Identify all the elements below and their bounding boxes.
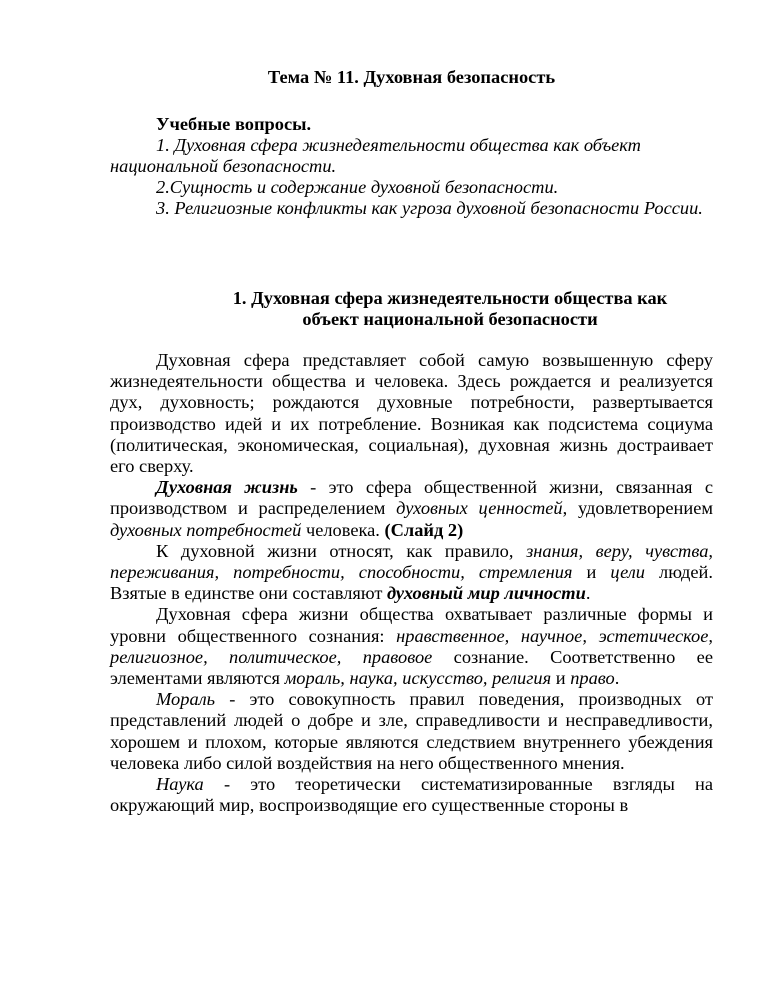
paragraph-5-text: - это совокупность правил поведения, производных от представлений людей о добре и зле, справедливости и несправедливости, хорошем и плохом, которые являются следствием внутреннего убеждения человека либо силой воздействия на него общественного мнения. (110, 689, 713, 773)
paragraph-4-text-3: и (551, 668, 571, 689)
section-heading-line-2: объект национальной безопасности (302, 309, 598, 330)
paragraph-5 (110, 689, 713, 774)
paragraph-3-text-4: . (585, 583, 591, 604)
paragraph-3 (110, 541, 713, 605)
paragraph-4-text-4: . (614, 668, 620, 689)
paragraph-2-text-2: , удовлетворением (562, 498, 714, 519)
paragraph-3-italic-1: знания, веру, чувства, переживания, потребности, способности, стремления (110, 540, 713, 583)
paragraph-4-text-1: Духовная сфера жизни общества охватывает различные формы и уровни общественного сознания: (110, 604, 713, 646)
section-heading (170, 288, 730, 330)
paragraph-2-text-1: - это сфера общественной жизни, связанная с производством и распределением (110, 477, 713, 519)
paragraph-6 (110, 774, 713, 816)
paragraph-2 (110, 477, 713, 541)
term-science: Наука (156, 774, 204, 795)
slide-reference: (Слайд 2) (384, 519, 464, 540)
page-title: Тема № 11. Духовная безопасность (267, 67, 556, 87)
paragraph-6-text: - это теоретически систематизированные взгляды на окружающий мир, воспроизводящие его существенные стороны в (110, 774, 713, 816)
term-morality: Мораль (156, 689, 216, 710)
paragraph-2-italic-1: духовных ценностей (396, 498, 563, 519)
paragraph-3-italic-2: цели (610, 562, 645, 583)
body-text (110, 350, 713, 816)
question-2: 2.Сущность и содержание духовной безопасности. (156, 177, 559, 197)
term-spiritual-world: духовный мир личности (387, 583, 586, 604)
paragraph-3-text-3: людей. Взятые в единстве они составляют (110, 562, 713, 604)
questions-heading: Учебные вопросы. (156, 114, 312, 134)
question-1: 1. Духовная сфера жизнедеятельности общества как объект национальной безопасности. (110, 135, 641, 177)
section-heading-line-1: 1. Духовная сфера жизнедеятельности общества как (232, 288, 668, 308)
paragraph-4-italic-1: нравственное, научное, эстетическое, религиозное, политическое, правовое (110, 625, 713, 667)
paragraph-3-text-2: и (572, 562, 611, 583)
paragraph-2-italic-2: духовных потребностей (110, 519, 302, 540)
paragraph-1: Духовная сфера представляет собой самую возвышенную сферу жизнедеятельности общества и человека. Здесь рождается и реализуется дух, духовность; рождаются духовные потребности, развертывается производство идей и их потребление. Возникая как подсистема социума (политическая, экономическая, социальная), духовная жизнь достраивает его сверху. (110, 350, 713, 477)
paragraph-4-italic-3: право (570, 668, 615, 689)
paragraph-4-italic-2: мораль, наука, искусство, религия (284, 668, 552, 689)
paragraph-4 (110, 604, 713, 689)
paragraph-4-text-2: сознание. Соответственно ее элементами являются (110, 646, 713, 689)
paragraph-2-text-3: человека. (301, 519, 385, 540)
question-3: 3. Религиозные конфликты как угроза духовной безопасности России. (156, 198, 703, 218)
term-spiritual-life: Духовная жизнь (156, 477, 298, 498)
paragraph-3-text-1: К духовной жизни относят, как правило, (156, 540, 527, 561)
